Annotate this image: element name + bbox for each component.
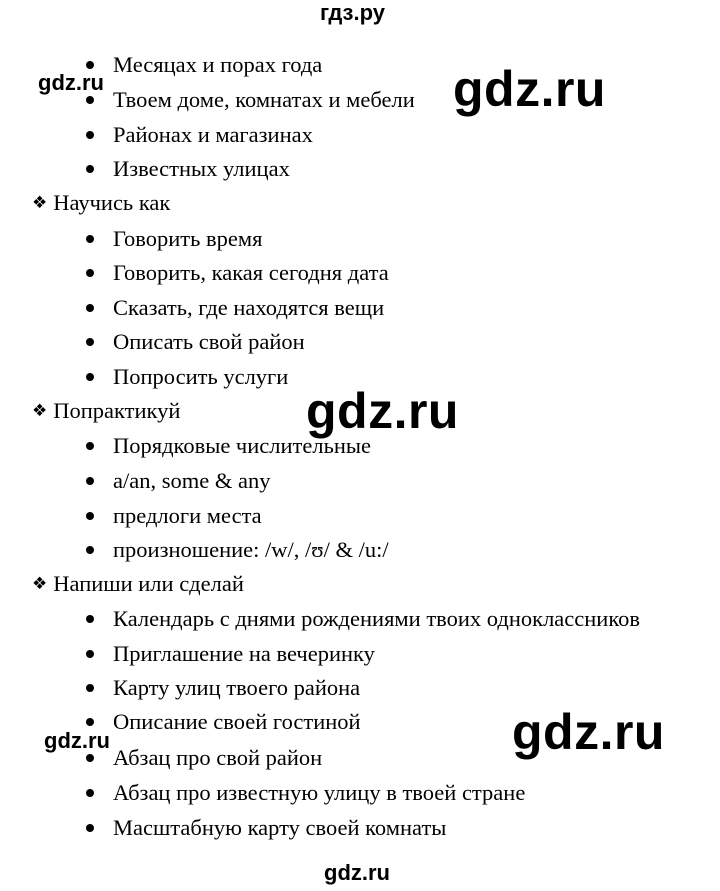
bullet-dot-icon bbox=[86, 131, 94, 139]
section-heading-text: Напиши или сделай bbox=[53, 571, 244, 596]
bullet-dot-icon bbox=[86, 615, 94, 623]
bullet-dot-icon bbox=[86, 269, 94, 277]
list-item-text: Говорить, какая сегодня дата bbox=[113, 260, 389, 285]
list-item bbox=[86, 435, 371, 458]
list-item-text: Масштабную карту своей комнаты bbox=[113, 815, 447, 840]
list-item bbox=[86, 539, 389, 562]
list-item bbox=[86, 54, 322, 77]
list-item bbox=[86, 470, 270, 493]
bullet-dot-icon bbox=[86, 754, 94, 762]
list-item-text: Сказать, где находятся вещи bbox=[113, 295, 385, 320]
list-item bbox=[86, 331, 305, 354]
list-item-text: a/an, some & any bbox=[113, 468, 271, 493]
header-watermark: гдз.ру bbox=[320, 0, 385, 25]
bullet-dot-icon bbox=[86, 546, 94, 554]
bullet-dot-icon bbox=[86, 477, 94, 485]
list-item-text: Известных улицах bbox=[113, 156, 290, 181]
list-item bbox=[86, 608, 640, 631]
bullet-dot-icon bbox=[86, 442, 94, 450]
list-item-text: Порядковые числительные bbox=[113, 433, 372, 458]
bullet-dot-icon bbox=[86, 165, 94, 173]
small-watermark: gdz.ru bbox=[44, 728, 110, 753]
bullet-dot-icon bbox=[86, 304, 94, 312]
bullet-dot-icon bbox=[86, 512, 94, 520]
diamond-cluster-icon: ❖ bbox=[32, 574, 48, 594]
list-item-text: Календарь с днями рождениями твоих одноклассников bbox=[113, 606, 641, 631]
section-heading bbox=[32, 573, 244, 596]
list-item-text: Месяцах и порах года bbox=[113, 52, 323, 77]
list-item-text: Говорить время bbox=[113, 226, 263, 251]
bullet-dot-icon bbox=[86, 373, 94, 381]
list-item bbox=[86, 228, 262, 251]
list-item-text: Абзац про известную улицу в твоей стране bbox=[113, 780, 526, 805]
list-item-text: Твоем доме, комнатах и мебели bbox=[113, 87, 415, 112]
large-watermark: gdz.ru bbox=[306, 383, 459, 439]
bullet-dot-icon bbox=[86, 718, 94, 726]
list-item-text: Приглашение на вечеринку bbox=[113, 641, 375, 666]
list-item-text: произношение: /w/, /ʊ/ & /u:/ bbox=[113, 537, 389, 562]
list-item bbox=[86, 782, 525, 805]
section-heading bbox=[32, 192, 170, 215]
list-item bbox=[86, 643, 375, 666]
section-heading bbox=[32, 400, 180, 423]
list-item-text: Описание своей гостиной bbox=[113, 709, 361, 734]
list-item bbox=[86, 817, 446, 840]
footer-watermark: gdz.ru bbox=[324, 860, 390, 885]
list-item bbox=[86, 124, 313, 147]
section-heading-text: Попрактикуй bbox=[53, 398, 181, 423]
list-item bbox=[86, 366, 288, 389]
list-item bbox=[86, 747, 322, 770]
list-item-text: предлоги места bbox=[113, 503, 262, 528]
large-watermark: gdz.ru bbox=[453, 61, 606, 117]
bullet-dot-icon bbox=[86, 824, 94, 832]
list-item bbox=[86, 297, 384, 320]
list-item bbox=[86, 711, 361, 734]
bullet-dot-icon bbox=[86, 650, 94, 658]
section-heading-text: Научись как bbox=[53, 190, 171, 215]
list-item-text: Абзац про свой район bbox=[113, 745, 323, 770]
bullet-dot-icon bbox=[86, 235, 94, 243]
diamond-cluster-icon: ❖ bbox=[32, 193, 48, 213]
bullet-dot-icon bbox=[86, 338, 94, 346]
list-item bbox=[86, 158, 290, 181]
bullet-dot-icon bbox=[86, 61, 94, 69]
list-item bbox=[86, 505, 262, 528]
list-item-text: Районах и магазинах bbox=[113, 122, 313, 147]
list-item bbox=[86, 262, 389, 285]
list-item bbox=[86, 89, 415, 112]
diamond-cluster-icon: ❖ bbox=[32, 401, 48, 421]
list-item-text: Попросить услуги bbox=[113, 364, 289, 389]
bullet-dot-icon bbox=[86, 684, 94, 692]
list-item-text: Карту улиц твоего района bbox=[113, 675, 361, 700]
large-watermark: gdz.ru bbox=[512, 704, 665, 760]
list-item-text: Описать свой район bbox=[113, 329, 305, 354]
small-watermark: gdz.ru bbox=[38, 70, 104, 95]
bullet-dot-icon bbox=[86, 789, 94, 797]
bullet-dot-icon bbox=[86, 96, 94, 104]
list-item bbox=[86, 677, 360, 700]
